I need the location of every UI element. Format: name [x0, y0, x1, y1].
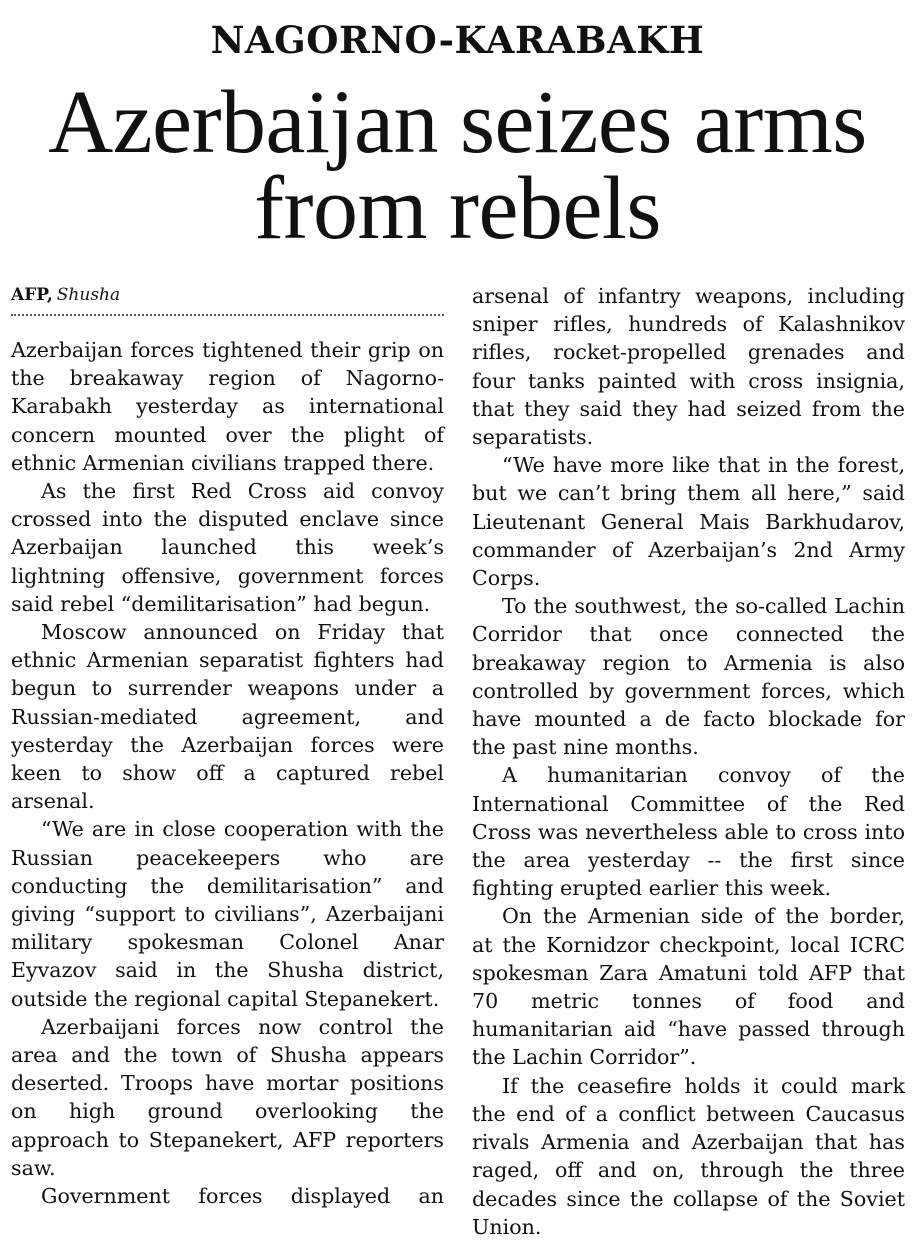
headline [0, 73, 915, 258]
article-paragraph: “We have more like that in the forest, but we can’t bring them all here,” said Lieutenant General Mais Barkhudarov, commander of Azerbaijan’s 2nd Army Corps. [472, 453, 905, 591]
article-paragraph: arsenal of infantry weapons, including sniper rifles, hundreds of Kalashnikov rifles, rocket-propelled grenades and four tanks painted with cross insignia, that they said they had seized from the separatists. [472, 284, 905, 450]
article-column-right [472, 282, 905, 1241]
article-paragraph: As the first Red Cross aid convoy crossed into the disputed enclave since Azerbaijan launched this week’s lightning offensive, government forces said rebel “demilitarisation” had begun. [11, 479, 444, 616]
article-paragraph: Azerbaijan forces tightened their grip on the breakaway region of Nagorno-Karabakh yesterday as international concern mounted over the plight of ethnic Armenian civilians trapped there. [11, 338, 444, 475]
byline-place: Shusha [56, 285, 121, 305]
article-paragraph: Azerbaijani forces now control the area and the town of Shusha appears deserted. Troops have mortar positions on high ground overlooking the approach to Stepanekert, AFP reporters saw. [11, 1014, 444, 1180]
article-column-left [11, 282, 444, 1210]
section-kicker: NAGORNO-KARABAKH [210, 18, 705, 62]
article-paragraph: On the Armenian side of the border, at the Kornidzor checkpoint, local ICRC spokesman Zara Amatuni told AFP that 70 metric tonnes of food and humanitarian aid “have passed through the Lachin Corridor”. [472, 904, 905, 1070]
article-paragraph: “We are in close cooperation with the Russian peacekeepers who are conducting the demilitarisation” and giving “support to civilians”, Azerbaijani military spokesman Colonel Anar Eyvazov said in the Shusha district, outside the regional capital Stepanekert. [11, 817, 444, 1011]
article-paragraph: Government forces displayed an [41, 1184, 444, 1209]
article-paragraph: A humanitarian convoy of the International Committee of the Red Cross was nevertheless able to cross into the area yesterday -- the first since fighting erupted earlier this week. [472, 763, 905, 901]
article-paragraph: Moscow announced on Friday that ethnic Armenian separatist fighters had begun to surrender weapons under a Russian-mediated agreement, and yesterday the Azerbaijan forces were keen to show off a captured rebel arsenal. [11, 620, 444, 814]
article-paragraph: If the ceasefire holds it could mark the end of a conflict between Caucasus rivals Armenia and Azerbaijan that has raged, off and on, through the three decades since the collapse of the Soviet Union. [472, 1073, 905, 1239]
headline-line-2: from rebels [254, 159, 661, 258]
article-paragraph: To the southwest, the so-called Lachin Corridor that once connected the breakaway region to Armenia is also controlled by government forces, which have mounted a de facto blockade for the past nine months. [472, 594, 905, 760]
byline [11, 282, 444, 316]
byline-agency: AFP, [11, 285, 53, 305]
headline-line-1: Azerbaijan seizes arms [48, 73, 867, 172]
